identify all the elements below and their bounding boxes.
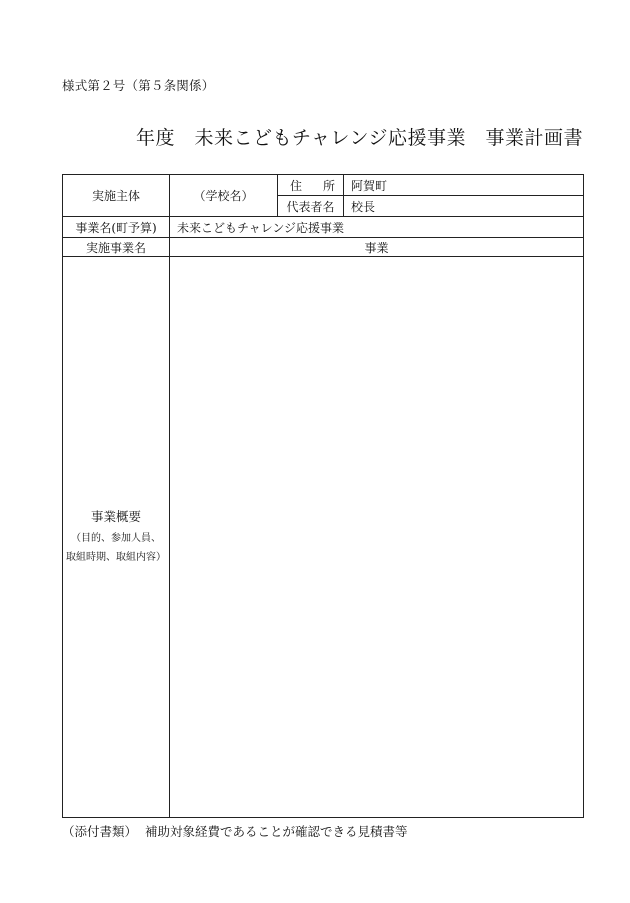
address-label-char-1: 住 [290,178,303,193]
overview-note-line-2: 取組時期、取組内容） [66,552,166,563]
attachments-note: （添付書類） 補助対象経費であることが確認できる見積書等 [62,824,408,839]
project-name-value: 未来こどもチャレンジ応援事業 [170,217,584,238]
address-label [278,177,343,194]
representative-label: 代表者名 [278,196,344,217]
implemented-project-label: 実施事業名 [63,238,170,257]
representative-field[interactable]: 校長 [344,196,584,217]
implementer-label: 実施主体 [63,175,170,217]
implemented-project-row [63,238,584,257]
plan-form-table [62,174,584,818]
address-label-cell [278,175,344,196]
overview-label-cell [63,257,170,818]
school-name-label: （学校名） [170,175,278,217]
form-number: 様式第２号（第５条関係） [62,78,215,93]
project-name-row [63,217,584,238]
document-title: 年度 未来こどもチャレンジ応援事業 事業計画書 [136,127,583,149]
project-name-label: 事業名(町予算) [63,217,170,238]
address-row [63,175,584,196]
overview-note-line-1: （目的、参加人員、 [71,533,161,544]
implemented-project-field[interactable]: 事業 [170,238,584,257]
overview-field[interactable] [170,257,584,818]
address-field[interactable]: 阿賀町 [344,175,584,196]
overview-label: 事業概要 [90,509,141,524]
address-label-char-2: 所 [322,178,335,193]
overview-row [63,257,584,818]
